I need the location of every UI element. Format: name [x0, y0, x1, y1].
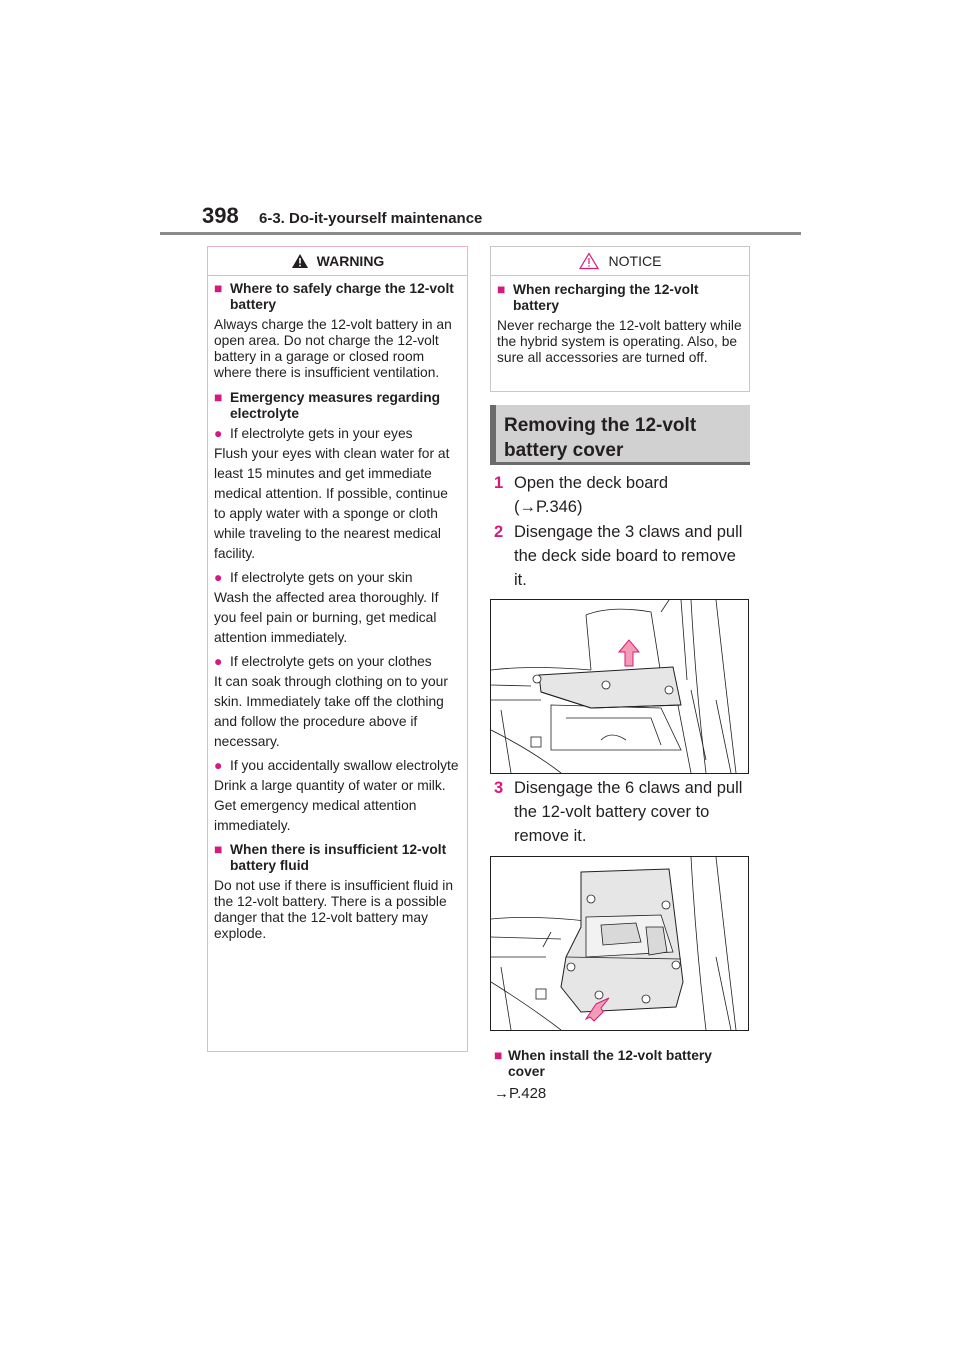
notice-header	[491, 247, 749, 276]
warning-text: Always charge the 12-volt battery in an open area. Do not charge the 12-volt battery in a garage or closed room where there is insufficient ventilation.	[214, 317, 452, 380]
section-title: 6-3. Do-it-yourself maintenance	[259, 210, 483, 227]
figure-remove-deck-side-board	[490, 599, 749, 774]
warning-box	[207, 246, 468, 1052]
step-1: 1 Open the deck board (→P.346)	[494, 474, 669, 516]
notice-title: NOTICE	[608, 253, 662, 269]
warning-header	[208, 247, 467, 276]
header-rule	[160, 232, 801, 235]
notice-triangle-icon	[579, 252, 599, 270]
notice-text: Never recharge the 12-volt battery while the hybrid system is operating. Also, be sure all accessories are turned off.	[497, 318, 742, 365]
section-heading: Removing the 12-volt battery cover	[490, 405, 750, 465]
warning-subheading: ■ Where to safely charge the 12-volt battery	[214, 281, 454, 312]
notice-box	[490, 246, 750, 392]
page-reference: (→P.346)	[514, 498, 583, 516]
notice-subheading: ■ When recharging the 12-volt battery	[497, 282, 699, 313]
step-2: 2 Disengage the 3 claws and pull the deck side board to remove it.	[494, 523, 743, 589]
warning-text: Drink a large quantity of water or milk. Get emergency medical attention immediately.	[214, 778, 446, 833]
warning-text: It can soak through clothing on to your skin. Immediately take off the clothing and follow the procedure above if necessary.	[214, 674, 448, 749]
bullet-item: ● If electrolyte gets in your eyes	[214, 426, 413, 441]
figure-remove-battery-cover	[490, 856, 749, 1031]
warning-triangle-icon	[291, 253, 309, 269]
note-page-reference: →P.428	[494, 1085, 547, 1102]
warning-text: Do not use if there is insufficient fluid in the 12-volt battery. There is a possible danger that the 12-volt battery may explode.	[214, 878, 454, 941]
warning-subheading: ■ Emergency measures regarding electrolyte	[214, 390, 441, 421]
warning-subheading: ■ When there is insufficient 12-volt battery fluid	[214, 842, 447, 873]
warning-text: Flush your eyes with clean water for at least 15 minutes and get immediate medical attention. If possible, continue to apply water with a sponge or cloth while traveling to the nearest medical facility.	[214, 446, 450, 561]
step-3: 3 Disengage the 6 claws and pull the 12-volt battery cover to remove it.	[494, 779, 743, 845]
note-heading: ■ When install the 12-volt battery cover	[494, 1048, 712, 1079]
bullet-item: ● If electrolyte gets on your clothes	[214, 654, 432, 669]
bullet-item: ● If electrolyte gets on your skin	[214, 570, 413, 585]
bullet-item: ● If you accidentally swallow electrolyte	[214, 758, 459, 773]
warning-title: WARNING	[316, 253, 385, 269]
page-number: 398	[202, 203, 239, 228]
warning-text: Wash the affected area thoroughly. If you feel pain or burning, get medical attention immediately.	[214, 590, 439, 645]
